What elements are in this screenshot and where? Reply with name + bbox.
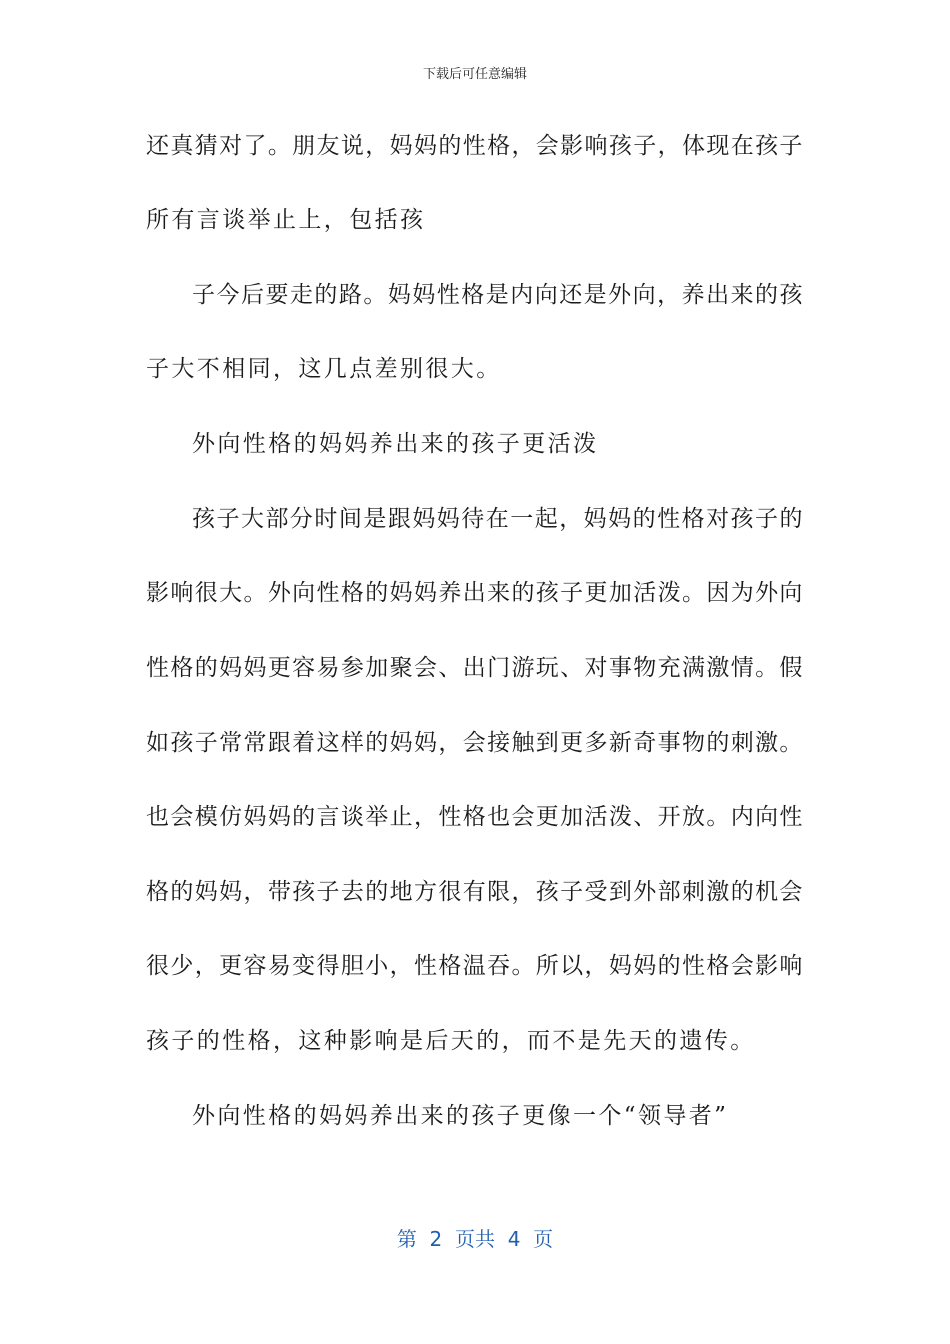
text-line: 子大不相同，这几点差别很大。 [146,356,502,382]
section-heading: 外向性格的妈妈养出来的孩子更活泼 [192,431,599,457]
text-line: 影响很大。外向性格的妈妈养出来的孩子更加活泼。因为外向 [146,580,804,606]
page-header: 下载后可任意编辑 [422,67,527,82]
text-line: 性格的妈妈更容易参加聚会、出门游玩、对事物充满激情。假 [146,655,804,681]
text-line: 所有言谈举止上，包括孩 [146,207,426,233]
page-number-footer: 第 2 页共 4 页 [396,1227,554,1251]
text-line: 子今后要走的路。妈妈性格是内向还是外向，养出来的孩 [192,282,804,308]
text-line: 也会模仿妈妈的言谈举止，性格也会更加活泼、开放。内向性 [146,804,804,830]
text-line: 孩子大部分时间是跟妈妈待在一起，妈妈的性格对孩子的 [192,506,804,532]
text-line: 如孩子常常跟着这样的妈妈，会接触到更多新奇事物的刺激。 [146,730,804,756]
text-line: 孩子的性格，这种影响是后天的，而不是先天的遗传。 [146,1028,756,1054]
section-heading: 外向性格的妈妈养出来的孩子更像一个“领导者” [192,1103,729,1129]
text-line: 格的妈妈，带孩子去的地方很有限，孩子受到外部刺激的机会 [146,879,804,905]
text-line: 很少，更容易变得胆小，性格温吞。所以，妈妈的性格会影响 [146,953,804,979]
text-line: 还真猜对了。朋友说，妈妈的性格，会影响孩子，体现在孩子 [146,133,804,159]
